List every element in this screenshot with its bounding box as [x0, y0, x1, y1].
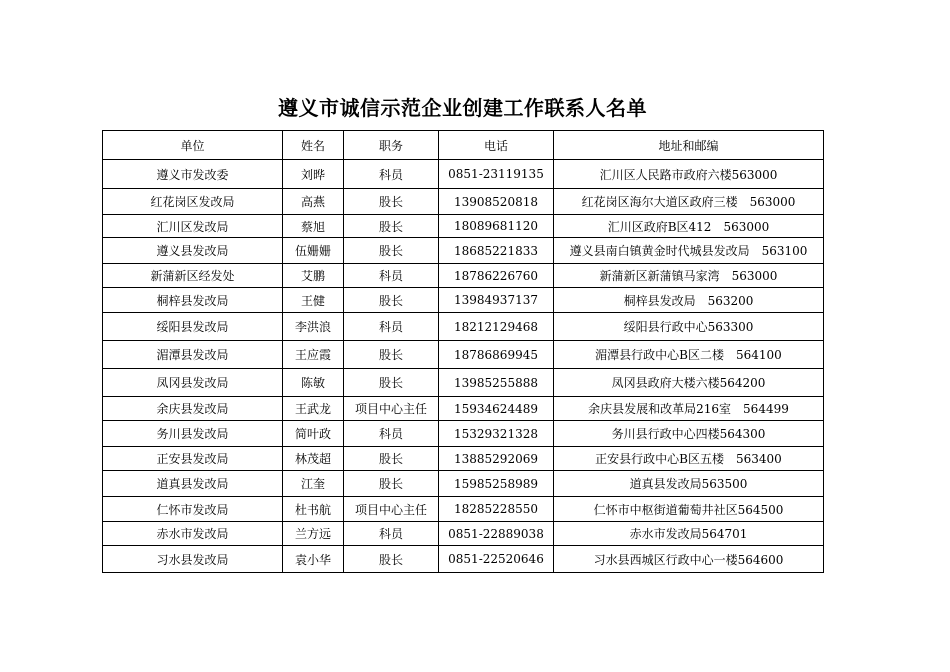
cell-name: 袁小华 — [283, 546, 344, 573]
cell-address: 遵义县南白镇黄金时代城县发改局 563100 — [554, 238, 824, 264]
cell-address: 余庆县发展和改革局216室 564499 — [554, 397, 824, 421]
cell-address: 务川县行政中心四楼564300 — [554, 421, 824, 447]
table-row — [103, 264, 824, 288]
table-row — [103, 341, 824, 369]
cell-address: 汇川区人民路市政府六楼563000 — [554, 160, 824, 189]
cell-address: 桐梓县发改局 563200 — [554, 288, 824, 313]
cell-unit: 遵义县发改局 — [103, 238, 283, 264]
contacts-table — [102, 130, 824, 573]
cell-position: 项目中心主任 — [344, 497, 439, 522]
cell-unit: 新蒲新区经发处 — [103, 264, 283, 288]
cell-name: 艾鹏 — [283, 264, 344, 288]
table-row — [103, 421, 824, 447]
cell-unit: 赤水市发改局 — [103, 522, 283, 546]
table-row — [103, 160, 824, 189]
document-title: 遵义市诚信示范企业创建工作联系人名单 — [278, 96, 647, 120]
column-header-phone: 电话 — [439, 131, 554, 160]
table-row — [103, 522, 824, 546]
cell-phone: 18786869945 — [439, 341, 554, 369]
cell-name: 刘晔 — [283, 160, 344, 189]
table-row — [103, 369, 824, 397]
cell-position: 股长 — [344, 471, 439, 497]
cell-position: 股长 — [344, 369, 439, 397]
cell-name: 兰方远 — [283, 522, 344, 546]
cell-position: 股长 — [344, 288, 439, 313]
cell-name: 蔡旭 — [283, 215, 344, 238]
cell-address: 道真县发改局563500 — [554, 471, 824, 497]
cell-position: 科员 — [344, 264, 439, 288]
cell-unit: 习水县发改局 — [103, 546, 283, 573]
table-row — [103, 497, 824, 522]
table-row — [103, 546, 824, 573]
cell-name: 李洪浪 — [283, 313, 344, 341]
cell-address: 汇川区政府B区412 563000 — [554, 215, 824, 238]
cell-phone: 18285228550 — [439, 497, 554, 522]
cell-name: 简叶政 — [283, 421, 344, 447]
cell-address: 湄潭县行政中心B区二楼 564100 — [554, 341, 824, 369]
table-body — [103, 160, 824, 573]
table-row — [103, 238, 824, 264]
cell-phone: 13908520818 — [439, 189, 554, 215]
cell-position: 项目中心主任 — [344, 397, 439, 421]
cell-phone: 18786226760 — [439, 264, 554, 288]
cell-position: 股长 — [344, 447, 439, 471]
column-header-position: 职务 — [344, 131, 439, 160]
table-row — [103, 189, 824, 215]
cell-phone: 15934624489 — [439, 397, 554, 421]
cell-unit: 遵义市发改委 — [103, 160, 283, 189]
cell-name: 杜书航 — [283, 497, 344, 522]
cell-address: 仁怀市中枢街道葡萄井社区564500 — [554, 497, 824, 522]
cell-address: 正安县行政中心B区五楼 563400 — [554, 447, 824, 471]
cell-address: 习水县西城区行政中心一楼564600 — [554, 546, 824, 573]
table-row — [103, 215, 824, 238]
cell-name: 江奎 — [283, 471, 344, 497]
cell-phone: 15329321328 — [439, 421, 554, 447]
cell-name: 王武龙 — [283, 397, 344, 421]
column-header-name: 姓名 — [283, 131, 344, 160]
cell-position: 股长 — [344, 341, 439, 369]
cell-unit: 绥阳县发改局 — [103, 313, 283, 341]
cell-unit: 红花岗区发改局 — [103, 189, 283, 215]
cell-name: 伍姗姗 — [283, 238, 344, 264]
cell-position: 股长 — [344, 189, 439, 215]
cell-name: 陈敏 — [283, 369, 344, 397]
cell-phone: 15985258989 — [439, 471, 554, 497]
cell-position: 股长 — [344, 546, 439, 573]
cell-phone: 13985255888 — [439, 369, 554, 397]
cell-address: 赤水市发改局564701 — [554, 522, 824, 546]
table-header — [103, 131, 824, 160]
cell-name: 王健 — [283, 288, 344, 313]
table-row — [103, 313, 824, 341]
cell-address: 凤冈县政府大楼六楼564200 — [554, 369, 824, 397]
table-row — [103, 288, 824, 313]
cell-name: 林茂超 — [283, 447, 344, 471]
cell-unit: 务川县发改局 — [103, 421, 283, 447]
cell-phone: 13984937137 — [439, 288, 554, 313]
cell-unit: 汇川区发改局 — [103, 215, 283, 238]
cell-position: 科员 — [344, 421, 439, 447]
cell-phone: 0851-22520646 — [439, 546, 554, 573]
cell-address: 红花岗区海尔大道区政府三楼 563000 — [554, 189, 824, 215]
header-row — [103, 131, 824, 160]
table-row — [103, 471, 824, 497]
cell-name: 高燕 — [283, 189, 344, 215]
cell-unit: 凤冈县发改局 — [103, 369, 283, 397]
cell-unit: 正安县发改局 — [103, 447, 283, 471]
cell-phone: 0851-22889038 — [439, 522, 554, 546]
column-header-unit: 单位 — [103, 131, 283, 160]
cell-phone: 13885292069 — [439, 447, 554, 471]
table-row — [103, 447, 824, 471]
column-header-address: 地址和邮编 — [554, 131, 824, 160]
cell-position: 科员 — [344, 522, 439, 546]
cell-position: 股长 — [344, 215, 439, 238]
cell-unit: 桐梓县发改局 — [103, 288, 283, 313]
cell-phone: 18685221833 — [439, 238, 554, 264]
cell-phone: 0851-23119135 — [439, 160, 554, 189]
cell-position: 科员 — [344, 160, 439, 189]
cell-position: 科员 — [344, 313, 439, 341]
cell-name: 王应霞 — [283, 341, 344, 369]
cell-phone: 18089681120 — [439, 215, 554, 238]
cell-unit: 道真县发改局 — [103, 471, 283, 497]
table-row — [103, 397, 824, 421]
cell-address: 绥阳县行政中心563300 — [554, 313, 824, 341]
cell-address: 新蒲新区新蒲镇马家湾 563000 — [554, 264, 824, 288]
cell-unit: 仁怀市发改局 — [103, 497, 283, 522]
cell-position: 股长 — [344, 238, 439, 264]
cell-unit: 余庆县发改局 — [103, 397, 283, 421]
cell-phone: 18212129468 — [439, 313, 554, 341]
cell-unit: 湄潭县发改局 — [103, 341, 283, 369]
